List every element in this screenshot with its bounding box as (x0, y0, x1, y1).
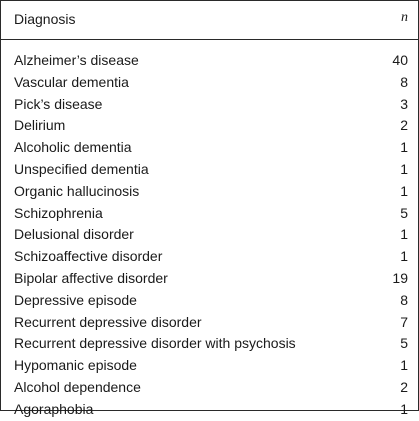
table-row (1, 72, 418, 94)
count-cell: 3 (400, 95, 408, 112)
count-cell: 8 (400, 291, 408, 308)
table-row (1, 115, 418, 137)
count-cell: 1 (400, 357, 408, 374)
table-row (1, 181, 418, 203)
count-cell: 1 (400, 226, 408, 243)
table-row (1, 159, 418, 181)
table-header (1, 1, 418, 39)
count-cell: 40 (392, 52, 408, 68)
table-row (1, 203, 418, 225)
count-cell: 1 (400, 160, 408, 177)
diagnosis-cell: Unspecified dementia (14, 160, 149, 177)
diagnosis-cell: Delusional disorder (14, 226, 134, 243)
count-cell: 2 (400, 378, 408, 395)
table-row (1, 355, 418, 377)
diagnosis-cell: Organic hallucinosis (14, 182, 140, 199)
count-cell: 8 (400, 73, 408, 90)
table-body (1, 50, 418, 421)
count-cell: 5 (400, 335, 408, 352)
table-row (1, 290, 418, 312)
header-divider (1, 39, 418, 40)
count-cell: 1 (400, 182, 408, 199)
diagnosis-cell: Schizophrenia (14, 204, 103, 221)
count-cell: 19 (392, 269, 408, 286)
table-row (1, 94, 418, 116)
diagnosis-cell: Bipolar affective disorder (14, 269, 168, 286)
table-row (1, 137, 418, 159)
count-cell: 5 (400, 204, 408, 221)
diagnosis-cell: Depressive episode (14, 291, 137, 308)
diagnosis-cell: Recurrent depressive disorder (14, 313, 202, 330)
diagnosis-cell: Recurrent depressive disorder with psychosis (14, 335, 296, 352)
table-row (1, 333, 418, 355)
diagnosis-cell: Alcohol dependence (14, 378, 141, 395)
column-header-diagnosis: Diagnosis (14, 11, 76, 27)
diagnosis-cell: Agoraphobia (14, 400, 94, 417)
diagnosis-cell: Hypomanic episode (14, 357, 137, 374)
count-cell: 2 (400, 117, 408, 134)
diagnosis-cell: Alcoholic dementia (14, 139, 132, 156)
table-row (1, 246, 418, 268)
count-cell: 1 (400, 248, 408, 265)
table-row (1, 377, 418, 399)
table-row (1, 50, 418, 72)
table-row (1, 399, 418, 421)
count-cell: 1 (400, 400, 408, 417)
column-header-n: n (401, 10, 408, 25)
diagnosis-cell: Schizoaffective disorder (14, 248, 163, 265)
count-cell: 7 (400, 313, 408, 330)
diagnosis-cell: Pick’s disease (14, 95, 103, 112)
count-cell: 1 (400, 139, 408, 156)
table-row (1, 268, 418, 290)
table-row (1, 312, 418, 334)
diagnosis-cell: Delirium (14, 117, 66, 134)
table-row (1, 224, 418, 246)
diagnosis-cell: Alzheimer’s disease (14, 52, 139, 68)
diagnosis-cell: Vascular dementia (14, 73, 129, 90)
